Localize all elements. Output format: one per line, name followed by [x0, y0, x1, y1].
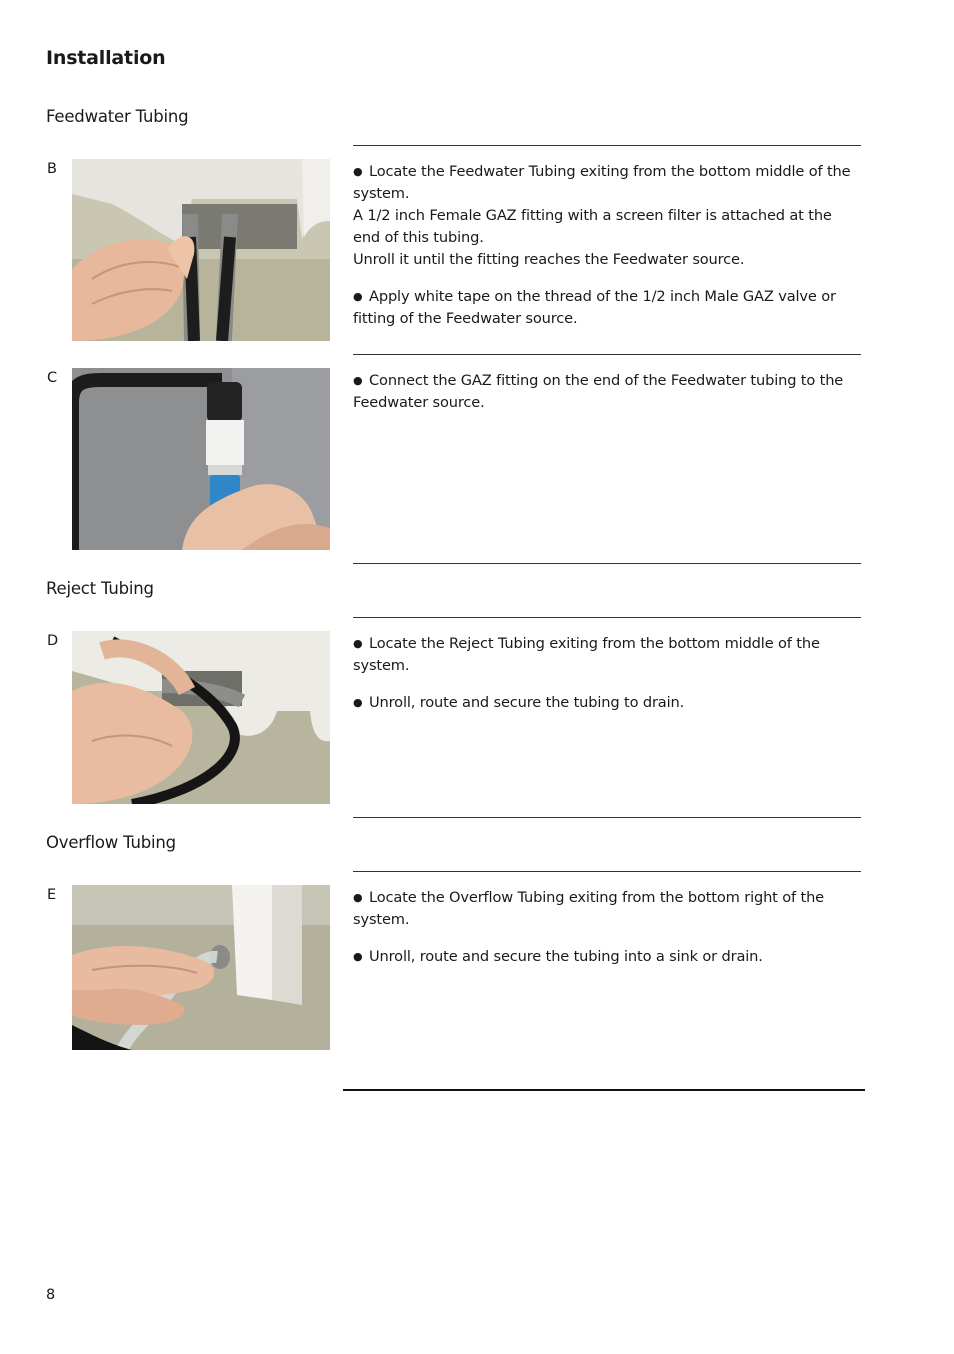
bullet-icon: ● — [353, 637, 363, 650]
divider — [353, 871, 861, 872]
divider — [353, 617, 861, 618]
divider — [353, 817, 861, 818]
bullet-icon: ● — [353, 374, 363, 387]
photo-gaz-fitting — [72, 368, 330, 550]
step-b-bullet-1: Locate the Feedwater Tubing exiting from the bottom middle of the system. — [353, 163, 851, 202]
step-d-bullet-2: Unroll, route and secure the tubing to drain. — [369, 694, 685, 711]
section-heading-reject: Reject Tubing — [46, 579, 154, 598]
bullet-icon: ● — [353, 950, 363, 963]
step-letter-b: B — [47, 161, 57, 177]
bullet-icon: ● — [353, 891, 363, 904]
section-heading-overflow: Overflow Tubing — [46, 833, 176, 852]
bullet-icon: ● — [353, 165, 363, 178]
step-b-bullet-2: Apply white tape on the thread of the 1/2 inch Male GAZ valve or fitting of the Feedwater source. — [353, 288, 836, 327]
step-e-bullet-2: Unroll, route and secure the tubing into a sink or drain. — [369, 948, 763, 965]
divider — [353, 354, 861, 355]
step-letter-d: D — [47, 633, 59, 649]
section-heading-feedwater: Feedwater Tubing — [46, 107, 189, 126]
step-c-bullet-1: Connect the GAZ fitting on the end of the Feedwater tubing to the Feedwater source. — [353, 372, 844, 411]
photo-reject-tubing — [72, 631, 330, 804]
step-e-bullet-1: Locate the Overflow Tubing exiting from the bottom right of the system. — [353, 889, 824, 928]
photo-feedwater-tubing — [72, 159, 330, 341]
bottom-divider — [343, 1089, 865, 1091]
step-b-line-2: A 1/2 inch Female GAZ fitting with a screen filter is attached at the end of this tubing. — [353, 207, 832, 246]
bullet-icon: ● — [353, 290, 363, 303]
divider — [353, 563, 861, 564]
step-text-c — [353, 370, 863, 429]
step-d-bullet-1: Locate the Reject Tubing exiting from the bottom middle of the system. — [353, 635, 820, 674]
step-letter-c: C — [47, 370, 58, 386]
bullet-icon: ● — [353, 696, 363, 709]
photo-overflow-tubing — [72, 885, 330, 1050]
step-text-b — [353, 161, 863, 345]
step-b-line-3: Unroll it until the fitting reaches the Feedwater source. — [353, 251, 745, 268]
step-text-d — [353, 633, 863, 729]
step-letter-e: E — [47, 887, 57, 903]
divider — [353, 145, 861, 146]
page-number: 8 — [46, 1287, 56, 1303]
page-title: Installation — [46, 47, 166, 69]
step-text-e — [353, 887, 863, 983]
